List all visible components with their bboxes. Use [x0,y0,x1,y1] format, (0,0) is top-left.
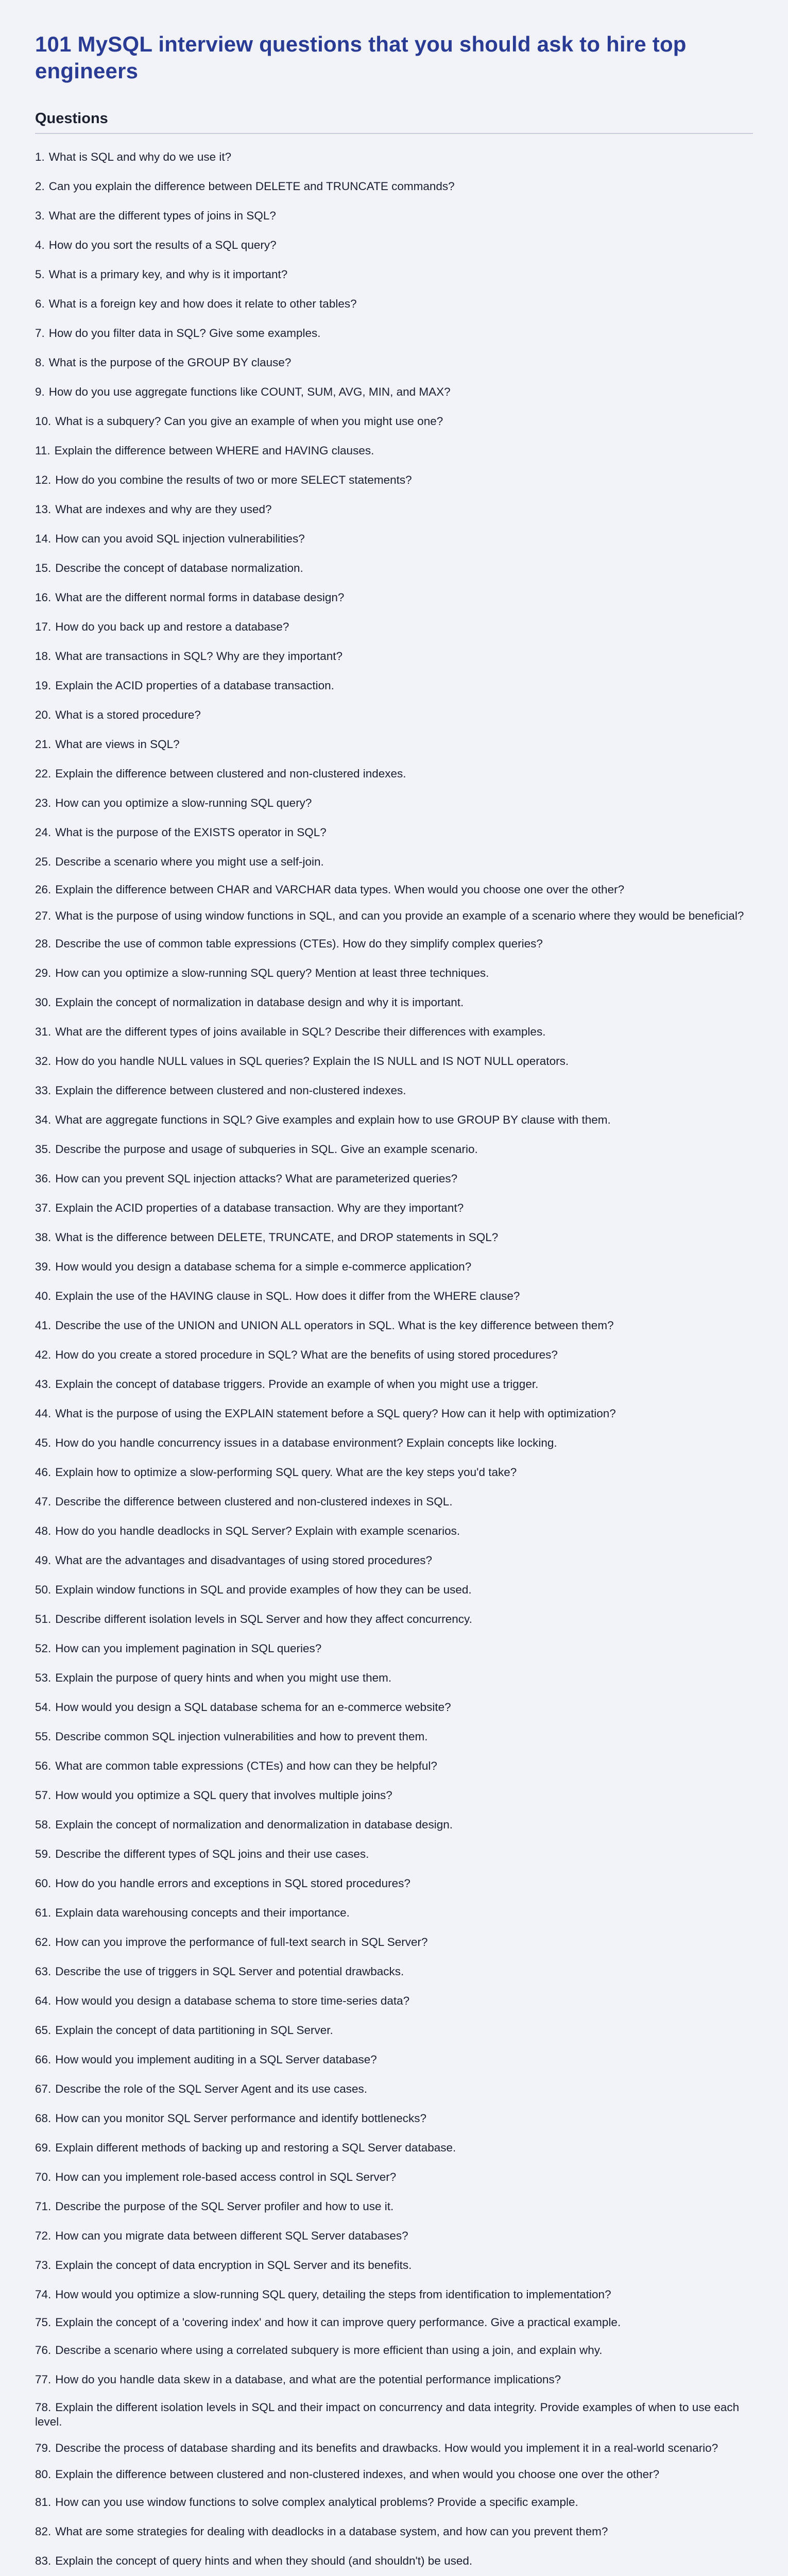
question-text: How do you back up and restore a database? [55,620,289,633]
question-number: 38. [35,1231,52,1244]
question-item [35,2104,753,2133]
question-number: 58. [35,1818,52,1831]
question-text: How would you design a database schema for a simple e-commerce application? [55,1260,472,1273]
question-item [35,2309,753,2335]
question-text: What are indexes and why are they used? [55,503,272,516]
question-number: 6. [35,297,45,310]
question-item [35,1781,753,1810]
question-item [35,2221,753,2250]
question-text: Explain the difference between clustered and non-clustered indexes. [55,767,406,780]
question-number: 21. [35,738,52,751]
question-number: 53. [35,1671,52,1684]
question-number: 23. [35,796,52,809]
question-number: 31. [35,1025,52,1038]
question-item [35,958,753,988]
question-item [35,1311,753,1340]
question-number: 62. [35,1936,52,1948]
question-number: 5. [35,268,45,281]
question-item [35,553,753,583]
question-item [35,1105,753,1134]
question-text: Explain data warehousing concepts and their importance. [55,1906,350,1919]
question-text: Explain window functions in SQL and provide examples of how they can be used. [55,1583,472,1596]
question-item [35,1957,753,1986]
question-item [35,201,753,230]
question-number: 45. [35,1436,52,1449]
question-item [35,436,753,465]
question-text: What is a primary key, and why is it important? [48,268,288,281]
question-item [35,2162,753,2192]
question-item [35,671,753,700]
question-text: What are the different types of joins available in SQL? Describe their differences with examples. [55,1025,546,1038]
page-title: 101 MySQL interview questions that you should ask to hire top engineers [35,32,687,83]
question-item [35,1193,753,1223]
question-item [35,2487,753,2517]
question-text: How do you handle data skew in a database, and what are the potential performance implications? [55,2373,561,2386]
question-item [35,1751,753,1781]
question-item [35,1340,753,1369]
question-number: 44. [35,1407,52,1420]
question-number: 78. [35,2401,52,2414]
question-item [35,1076,753,1105]
question-text: Explain the concept of database triggers. Provide an example of when you might use a trigger. [55,1378,539,1391]
question-text: What are the different types of joins in SQL? [48,209,276,222]
question-item [35,1546,753,1575]
question-item [35,2461,753,2487]
question-text: Explain the difference between CHAR and VARCHAR data types. When would you choose one over the other? [55,883,625,896]
question-text: Explain the concept of data encryption in SQL Server and its benefits. [55,2259,412,2272]
question-number: 16. [35,591,52,604]
question-item [35,903,753,929]
question-item [35,1134,753,1164]
question-item [35,759,753,788]
question-item [35,1428,753,1458]
question-number: 51. [35,1613,52,1625]
question-text: What are the different normal forms in database design? [55,591,345,604]
question-item [35,2015,753,2045]
question-number: 80. [35,2468,52,2481]
question-text: How would you optimize a SQL query that involves multiple joins? [55,1789,392,1802]
question-item [35,406,753,436]
question-number: 48. [35,1524,52,1537]
question-number: 50. [35,1583,52,1596]
question-text: How do you combine the results of two or more SELECT statements? [55,473,412,486]
question-number: 17. [35,620,52,633]
question-number: 81. [35,2496,52,2509]
question-text: Explain the different isolation levels in SQL and their impact on concurrency and data integrity. Provide examples of when to use each level. [35,2401,740,2428]
question-text: How do you handle deadlocks in SQL Server? Explain with example scenarios. [55,1524,460,1537]
question-text: How can you avoid SQL injection vulnerabilities? [55,532,305,545]
question-number: 32. [35,1055,52,1067]
question-number: 33. [35,1084,52,1097]
question-item [35,1017,753,1046]
question-number: 3. [35,209,45,222]
question-item [35,1046,753,1076]
question-number: 66. [35,2053,52,2066]
question-item [35,318,753,348]
question-number: 54. [35,1701,52,1714]
question-item [35,2435,753,2461]
question-number: 79. [35,2442,52,2454]
question-item [35,929,753,958]
question-number: 75. [35,2316,52,2329]
question-text: What is a foreign key and how does it relate to other tables? [48,297,357,310]
question-text: How would you design a SQL database schema for an e-commerce website? [55,1701,451,1714]
question-number: 68. [35,2112,52,2125]
question-text: How can you optimize a slow-running SQL query? [55,796,312,809]
question-item [35,2133,753,2162]
question-number: 49. [35,1554,52,1567]
question-text: How can you implement pagination in SQL queries? [55,1642,322,1655]
question-number: 37. [35,1201,52,1214]
question-item [35,1223,753,1252]
question-item [35,1164,753,1193]
question-text: How do you filter data in SQL? Give some examples. [48,327,321,340]
question-number: 82. [35,2525,52,2538]
question-number: 59. [35,1848,52,1860]
question-number: 4. [35,239,45,251]
question-text: What are aggregate functions in SQL? Give examples and explain how to use GROUP BY clause with them. [55,1113,611,1126]
question-number: 18. [35,650,52,663]
question-item [35,876,753,903]
question-text: What is the purpose of the EXISTS operator in SQL? [55,826,327,839]
question-number: 19. [35,679,52,692]
question-text: Explain the difference between WHERE and HAVING clauses. [54,444,374,457]
question-number: 60. [35,1877,52,1890]
question-number: 56. [35,1759,52,1772]
question-number: 8. [35,356,45,369]
question-item [35,260,753,289]
question-number: 57. [35,1789,52,1802]
question-number: 65. [35,2024,52,2037]
question-number: 7. [35,327,45,340]
question-number: 2. [35,180,45,193]
question-item [35,230,753,260]
question-number: 13. [35,503,52,516]
question-text: How can you prevent SQL injection attacks? What are parameterized queries? [55,1172,458,1185]
question-number: 64. [35,1994,52,2007]
question-text: What is the purpose of using window functions in SQL, and can you provide an example of a scenario where they would be beneficial? [55,909,744,922]
question-text: How do you sort the results of a SQL query? [48,239,277,251]
question-text: What are the advantages and disadvantages of using stored procedures? [55,1554,433,1567]
question-number: 83. [35,2554,52,2567]
question-item [35,1722,753,1751]
question-item [35,495,753,524]
question-item [35,1252,753,1281]
question-text: How would you optimize a slow-running SQL query, detailing the steps from identification to implementation? [55,2288,611,2301]
question-number: 69. [35,2141,52,2154]
question-text: What is a subquery? Can you give an example of when you might use one? [55,415,443,428]
question-item [35,1575,753,1604]
question-number: 71. [35,2200,52,2213]
question-number: 67. [35,2082,52,2095]
question-text: Describe the concept of database normalization. [55,562,303,574]
question-number: 22. [35,767,52,780]
question-item [35,1927,753,1957]
question-number: 72. [35,2229,52,2242]
question-text: How can you migrate data between different SQL Server databases? [55,2229,408,2242]
question-number: 24. [35,826,52,839]
question-item [35,2365,753,2394]
question-item [35,1516,753,1546]
question-item [35,172,753,201]
question-item [35,730,753,759]
question-text: Explain the concept of query hints and when they should (and shouldn't) be used. [55,2554,473,2567]
question-text: Describe a scenario where you might use a self-join. [55,855,324,868]
question-text: How can you optimize a slow-running SQL query? Mention at least three techniques. [55,967,489,979]
question-text: How can you use window functions to solve complex analytical problems? Provide a specific example. [55,2496,578,2509]
question-number: 10. [35,415,52,428]
question-number: 11. [35,444,50,457]
question-item [35,1898,753,1927]
question-item [35,2517,753,2546]
question-number: 27. [35,909,52,922]
question-text: How can you monitor SQL Server performance and identify bottlenecks? [55,2112,427,2125]
question-item [35,2335,753,2365]
question-item [35,612,753,641]
question-number: 47. [35,1495,52,1508]
question-text: Explain the difference between clustered and non-clustered indexes. [55,1084,406,1097]
question-text: Can you explain the difference between DELETE and TRUNCATE commands? [48,180,455,193]
question-number: 25. [35,855,52,868]
question-list [35,142,753,2576]
question-text: Explain the difference between clustered and non-clustered indexes, and when would you choose one over the other? [55,2468,660,2481]
question-item [35,1458,753,1487]
question-item [35,988,753,1017]
question-number: 73. [35,2259,52,2272]
question-item [35,818,753,847]
question-item [35,2250,753,2280]
question-item [35,1839,753,1869]
question-item [35,377,753,406]
question-item [35,700,753,730]
question-number: 74. [35,2288,52,2301]
question-text: Explain different methods of backing up and restoring a SQL Server database. [55,2141,456,2154]
question-item [35,1604,753,1634]
question-number: 70. [35,2171,52,2183]
question-text: Explain the use of the HAVING clause in SQL. How does it differ from the WHERE clause? [55,1290,520,1302]
question-number: 61. [35,1906,52,1919]
question-text: How do you handle concurrency issues in a database environment? Explain concepts like locking. [55,1436,557,1449]
question-number: 29. [35,967,52,979]
question-text: Describe the role of the SQL Server Agent and its use cases. [55,2082,368,2095]
question-text: Describe the purpose and usage of subqueries in SQL. Give an example scenario. [55,1143,478,1156]
question-item [35,788,753,818]
question-text: Explain the concept of data partitioning in SQL Server. [55,2024,333,2037]
question-item [35,289,753,318]
question-item [35,1869,753,1898]
question-text: Describe the different types of SQL joins and their use cases. [55,1848,369,1860]
question-text: Describe the process of database sharding and its benefits and drawbacks. How would you implement it in a real-world scenario? [55,2442,718,2454]
question-text: What are views in SQL? [55,738,180,751]
question-number: 30. [35,996,52,1009]
question-number: 34. [35,1113,52,1126]
question-text: How would you implement auditing in a SQL Server database? [55,2053,377,2066]
question-item [35,465,753,495]
question-number: 43. [35,1378,52,1391]
question-text: Explain the purpose of query hints and when you might use them. [55,1671,392,1684]
question-item [35,2394,753,2435]
question-item [35,1487,753,1516]
question-text: How can you implement role-based access control in SQL Server? [55,2171,397,2183]
section-divider [35,133,753,134]
question-item [35,1986,753,2015]
question-text: Explain the ACID properties of a database transaction. [55,679,334,692]
question-item [35,847,753,876]
question-item [35,1692,753,1722]
question-item [35,2546,753,2575]
question-text: How do you handle errors and exceptions in SQL stored procedures? [55,1877,410,1890]
question-text: Describe a scenario where using a correlated subquery is more efficient than using a join, and explain why. [55,2344,603,2357]
question-text: What are some strategies for dealing with deadlocks in a database system, and how can you prevent them? [55,2525,608,2538]
question-item [35,2280,753,2309]
question-item [35,2192,753,2221]
question-item [35,1663,753,1692]
question-number: 55. [35,1730,52,1743]
question-number: 46. [35,1466,52,1479]
question-number: 9. [35,385,45,398]
question-number: 40. [35,1290,52,1302]
question-number: 76. [35,2344,52,2357]
question-text: Describe the purpose of the SQL Server profiler and how to use it. [55,2200,394,2213]
question-text: How would you design a database schema to store time-series data? [55,1994,410,2007]
question-item [35,1634,753,1663]
question-item [35,1281,753,1311]
section-heading: Questions [35,110,108,127]
question-item [35,142,753,172]
question-item [35,1369,753,1399]
question-item [35,1399,753,1428]
question-item [35,2074,753,2104]
question-number: 36. [35,1172,52,1185]
question-text: Describe the use of common table expressions (CTEs). How do they simplify complex queries? [55,937,543,950]
question-text: How do you handle NULL values in SQL queries? Explain the IS NULL and IS NOT NULL operators. [55,1055,569,1067]
question-item [35,524,753,553]
question-text: What are transactions in SQL? Why are they important? [55,650,343,663]
question-text: What is the purpose of the GROUP BY clause? [48,356,292,369]
question-text: Explain the concept of normalization and denormalization in database design. [55,1818,453,1831]
question-item [35,583,753,612]
question-text: Describe common SQL injection vulnerabilities and how to prevent them. [55,1730,428,1743]
question-text: Explain the ACID properties of a database transaction. Why are they important? [55,1201,464,1214]
question-text: Describe the use of the UNION and UNION ALL operators in SQL. What is the key difference between them? [55,1319,614,1332]
question-number: 1. [35,150,45,163]
question-number: 14. [35,532,52,545]
question-number: 42. [35,1348,52,1361]
question-text: How do you use aggregate functions like COUNT, SUM, AVG, MIN, and MAX? [48,385,451,398]
question-item [35,348,753,377]
question-text: What is the purpose of using the EXPLAIN statement before a SQL query? How can it help with optimization? [55,1407,616,1420]
question-text: Explain the concept of normalization in database design and why it is important. [55,996,464,1009]
question-item [35,2045,753,2074]
question-number: 20. [35,708,52,721]
question-text: What are common table expressions (CTEs) and how can they be helpful? [55,1759,437,1772]
question-number: 52. [35,1642,52,1655]
question-text: What is SQL and why do we use it? [48,150,232,163]
question-text: Explain the concept of a 'covering index' and how it can improve query performance. Give a practical example. [55,2316,621,2329]
question-number: 63. [35,1965,52,1978]
question-number: 39. [35,1260,52,1273]
question-number: 26. [35,883,52,896]
question-item [35,641,753,671]
question-text: How can you improve the performance of full-text search in SQL Server? [55,1936,428,1948]
question-text: Explain how to optimize a slow-performing SQL query. What are the key steps you'd take? [55,1466,517,1479]
question-number: 77. [35,2373,52,2386]
question-number: 41. [35,1319,52,1332]
question-number: 15. [35,562,52,574]
question-number: 28. [35,937,52,950]
question-text: Describe different isolation levels in SQL Server and how they affect concurrency. [55,1613,472,1625]
question-number: 12. [35,473,52,486]
question-text: How do you create a stored procedure in SQL? What are the benefits of using stored procedures? [55,1348,558,1361]
question-text: What is the difference between DELETE, TRUNCATE, and DROP statements in SQL? [55,1231,499,1244]
question-text: Describe the difference between clustered and non-clustered indexes in SQL. [55,1495,453,1508]
question-text: What is a stored procedure? [55,708,201,721]
question-item [35,1810,753,1839]
question-text: Describe the use of triggers in SQL Server and potential drawbacks. [55,1965,404,1978]
question-number: 35. [35,1143,52,1156]
